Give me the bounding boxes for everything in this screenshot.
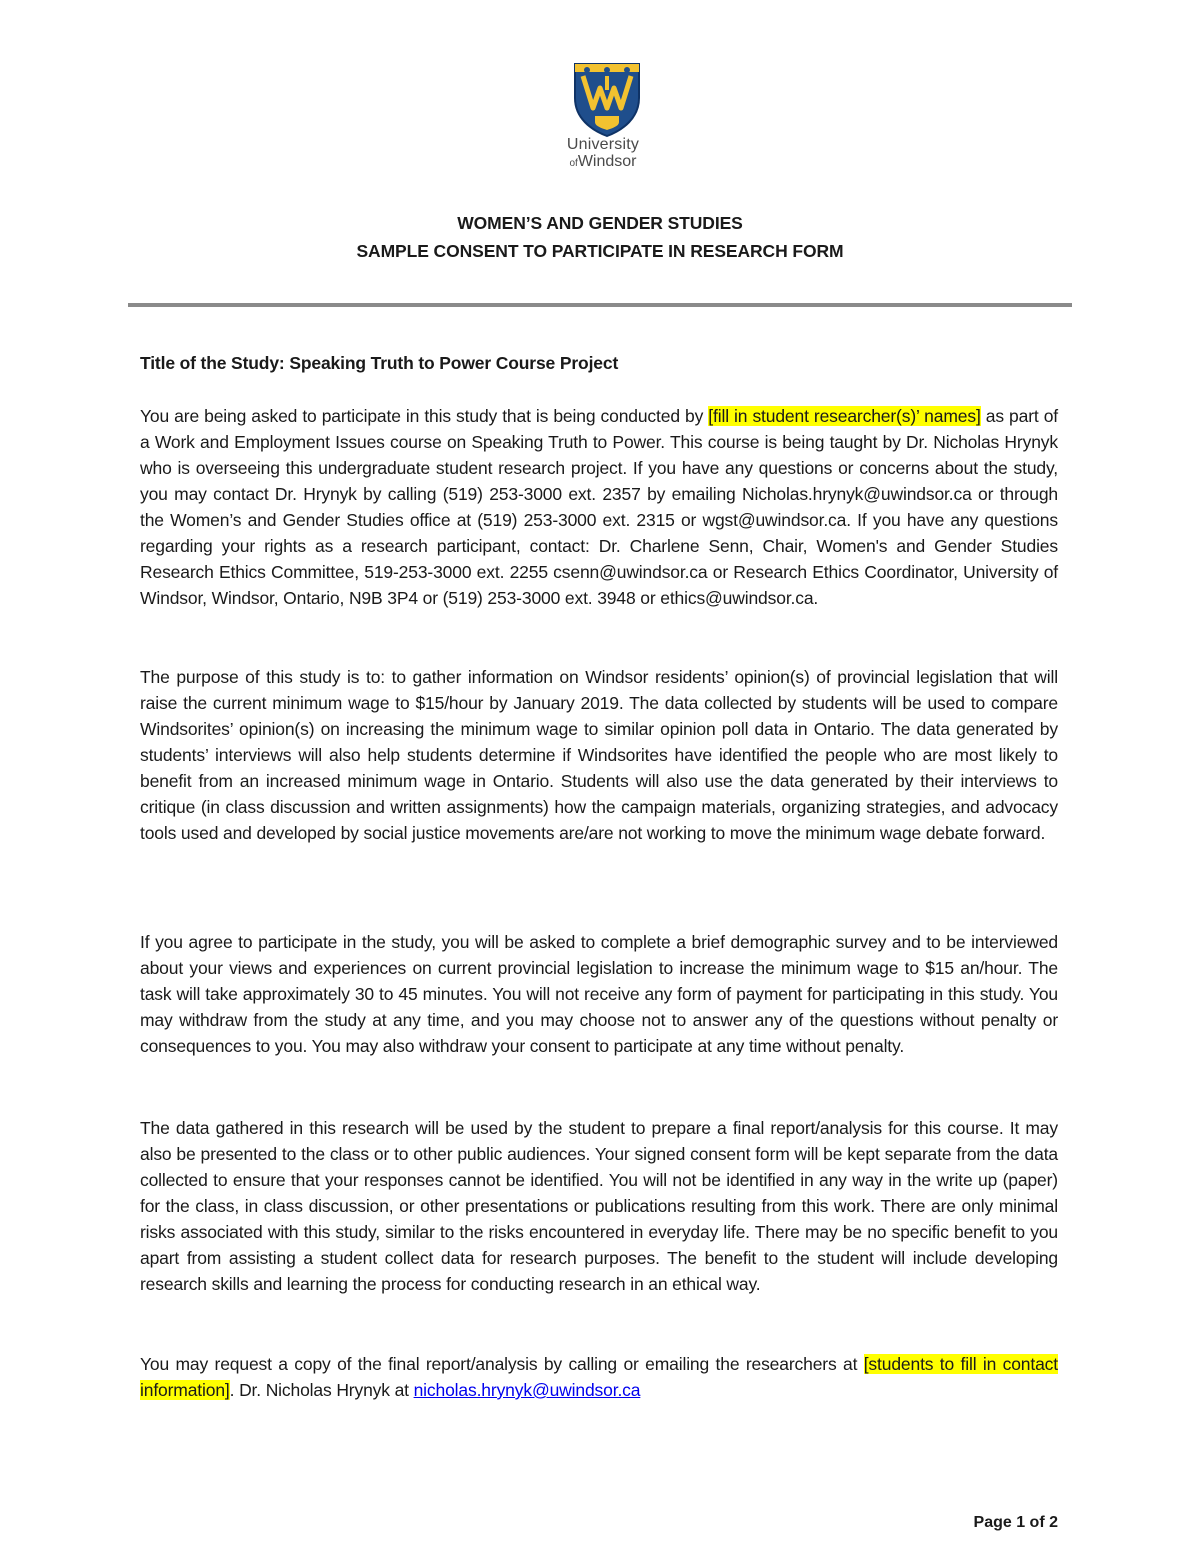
page-number: Page 1 of 2 bbox=[973, 1514, 1058, 1531]
paragraph-researchers bbox=[140, 403, 1058, 611]
paragraph-procedures bbox=[140, 929, 1058, 1059]
paragraph-results-request bbox=[140, 1351, 1058, 1403]
form-title: SAMPLE CONSENT TO PARTICIPATE IN RESEARCH FORM bbox=[356, 241, 844, 261]
p1-text-a: You are being asked to participate in this study that is being conducted by bbox=[140, 406, 709, 426]
shield-icon bbox=[565, 58, 649, 138]
wordmark-line-2 bbox=[558, 153, 648, 172]
p5-text-a: You may request a copy of the final report/analysis by calling or emailing the researchers at bbox=[140, 1354, 864, 1374]
p4-text: The data gathered in this research will be used by the student to prepare a final report/analysis for this course. It may also be presented to the class or to other public audiences. Your signed consent form will be kept separate from the data collected to ensure that your responses cannot be identified. You will not be identified in any way in the write up (paper) for the class, in class discussion, or other presentations or publications resulting from this work. There are only minimal risks associated with this study, similar to the risks encountered in everyday life. There may be no specific benefit to you apart from assisting a student collect data for research purposes. The benefit to the student will include developing research skills and learning the process for conducting research in an ethical way. bbox=[140, 1118, 1058, 1294]
p2-text: The purpose of this study is to: to gather information on Windsor residents’ opinion(s) of provincial legislation that will raise the current minimum wage to $15/hour by January 2019. The data collected by students will be used to compare Windsorites’ opinion(s) on increasing the minimum wage to similar opinion poll data in Ontario. The data generated by students’ interviews will also help students determine if Windsorites have identified the people who are most likely to benefit from an increased minimum wage in Ontario. Students will also use the data generated by their interviews to critique (in class discussion and written assignments) how the campaign materials, organizing strategies, and advocacy tools used and developed by social justice movements are/are not working to move the minimum wage debate forward. bbox=[140, 667, 1058, 843]
contact-info-placeholder: [students to fill in contact information] bbox=[140, 1354, 1058, 1400]
paragraph-purpose bbox=[140, 664, 1058, 846]
email-link[interactable]: nicholas.hrynyk@uwindsor.ca bbox=[413, 1380, 641, 1400]
department-title: WOMEN’S AND GENDER STUDIES bbox=[457, 213, 743, 233]
p1-text-b: as part of a Work and Employment Issues course on Speaking Truth to Power. This course is being taught by Dr. Nicholas Hrynyk who is overseeing this undergraduate student research project. If you have any questions or concerns about the study, you may contact Dr. Hrynyk by calling (519) 253-3000 ext. 2357 by emailing Nicholas.hrynyk@uwindsor.ca or through the Women’s and Gender Studies office at (519) 253-3000 ext. 2315 or wgst@uwindsor.ca. If you have any questions regarding your rights as a research participant, contact: Dr. Charlene Senn, Chair, Women's and Gender Studies Research Ethics Committee, 519-253-3000 ext. 2255 csenn@uwindsor.ca or Research Ethics Coordinator, University of Windsor, Windsor, Ontario, N9B 3P4 or (519) 253-3000 ext. 3948 or ethics@uwindsor.ca. bbox=[140, 406, 1059, 608]
wordmark-windsor: Windsor bbox=[577, 153, 637, 170]
p3-text: If you agree to participate in the study, you will be asked to complete a brief demographic survey and to be interviewed about your views and experiences on current provincial legislation to increase the minimum wage to $15 an/hour. The task will take approximately 30 to 45 minutes. You will not receive any form of payment for participating in this study. You may withdraw from the study at any time, and you may choose not to answer any of the questions without penalty or consequences to you. You may also withdraw your consent to participate at any time without penalty. bbox=[140, 932, 1058, 1056]
header-divider bbox=[128, 303, 1072, 307]
university-wordmark bbox=[558, 136, 648, 172]
wordmark-of: of bbox=[569, 158, 578, 169]
study-title: Title of the Study: Speaking Truth to Power Course Project bbox=[140, 353, 619, 373]
wordmark-line-1: University bbox=[566, 136, 640, 153]
p5-text-b: . Dr. Nicholas Hrynyk at bbox=[229, 1380, 414, 1400]
researcher-names-placeholder: [fill in student researcher(s)’ names] bbox=[708, 406, 981, 426]
paragraph-confidentiality bbox=[140, 1115, 1058, 1297]
